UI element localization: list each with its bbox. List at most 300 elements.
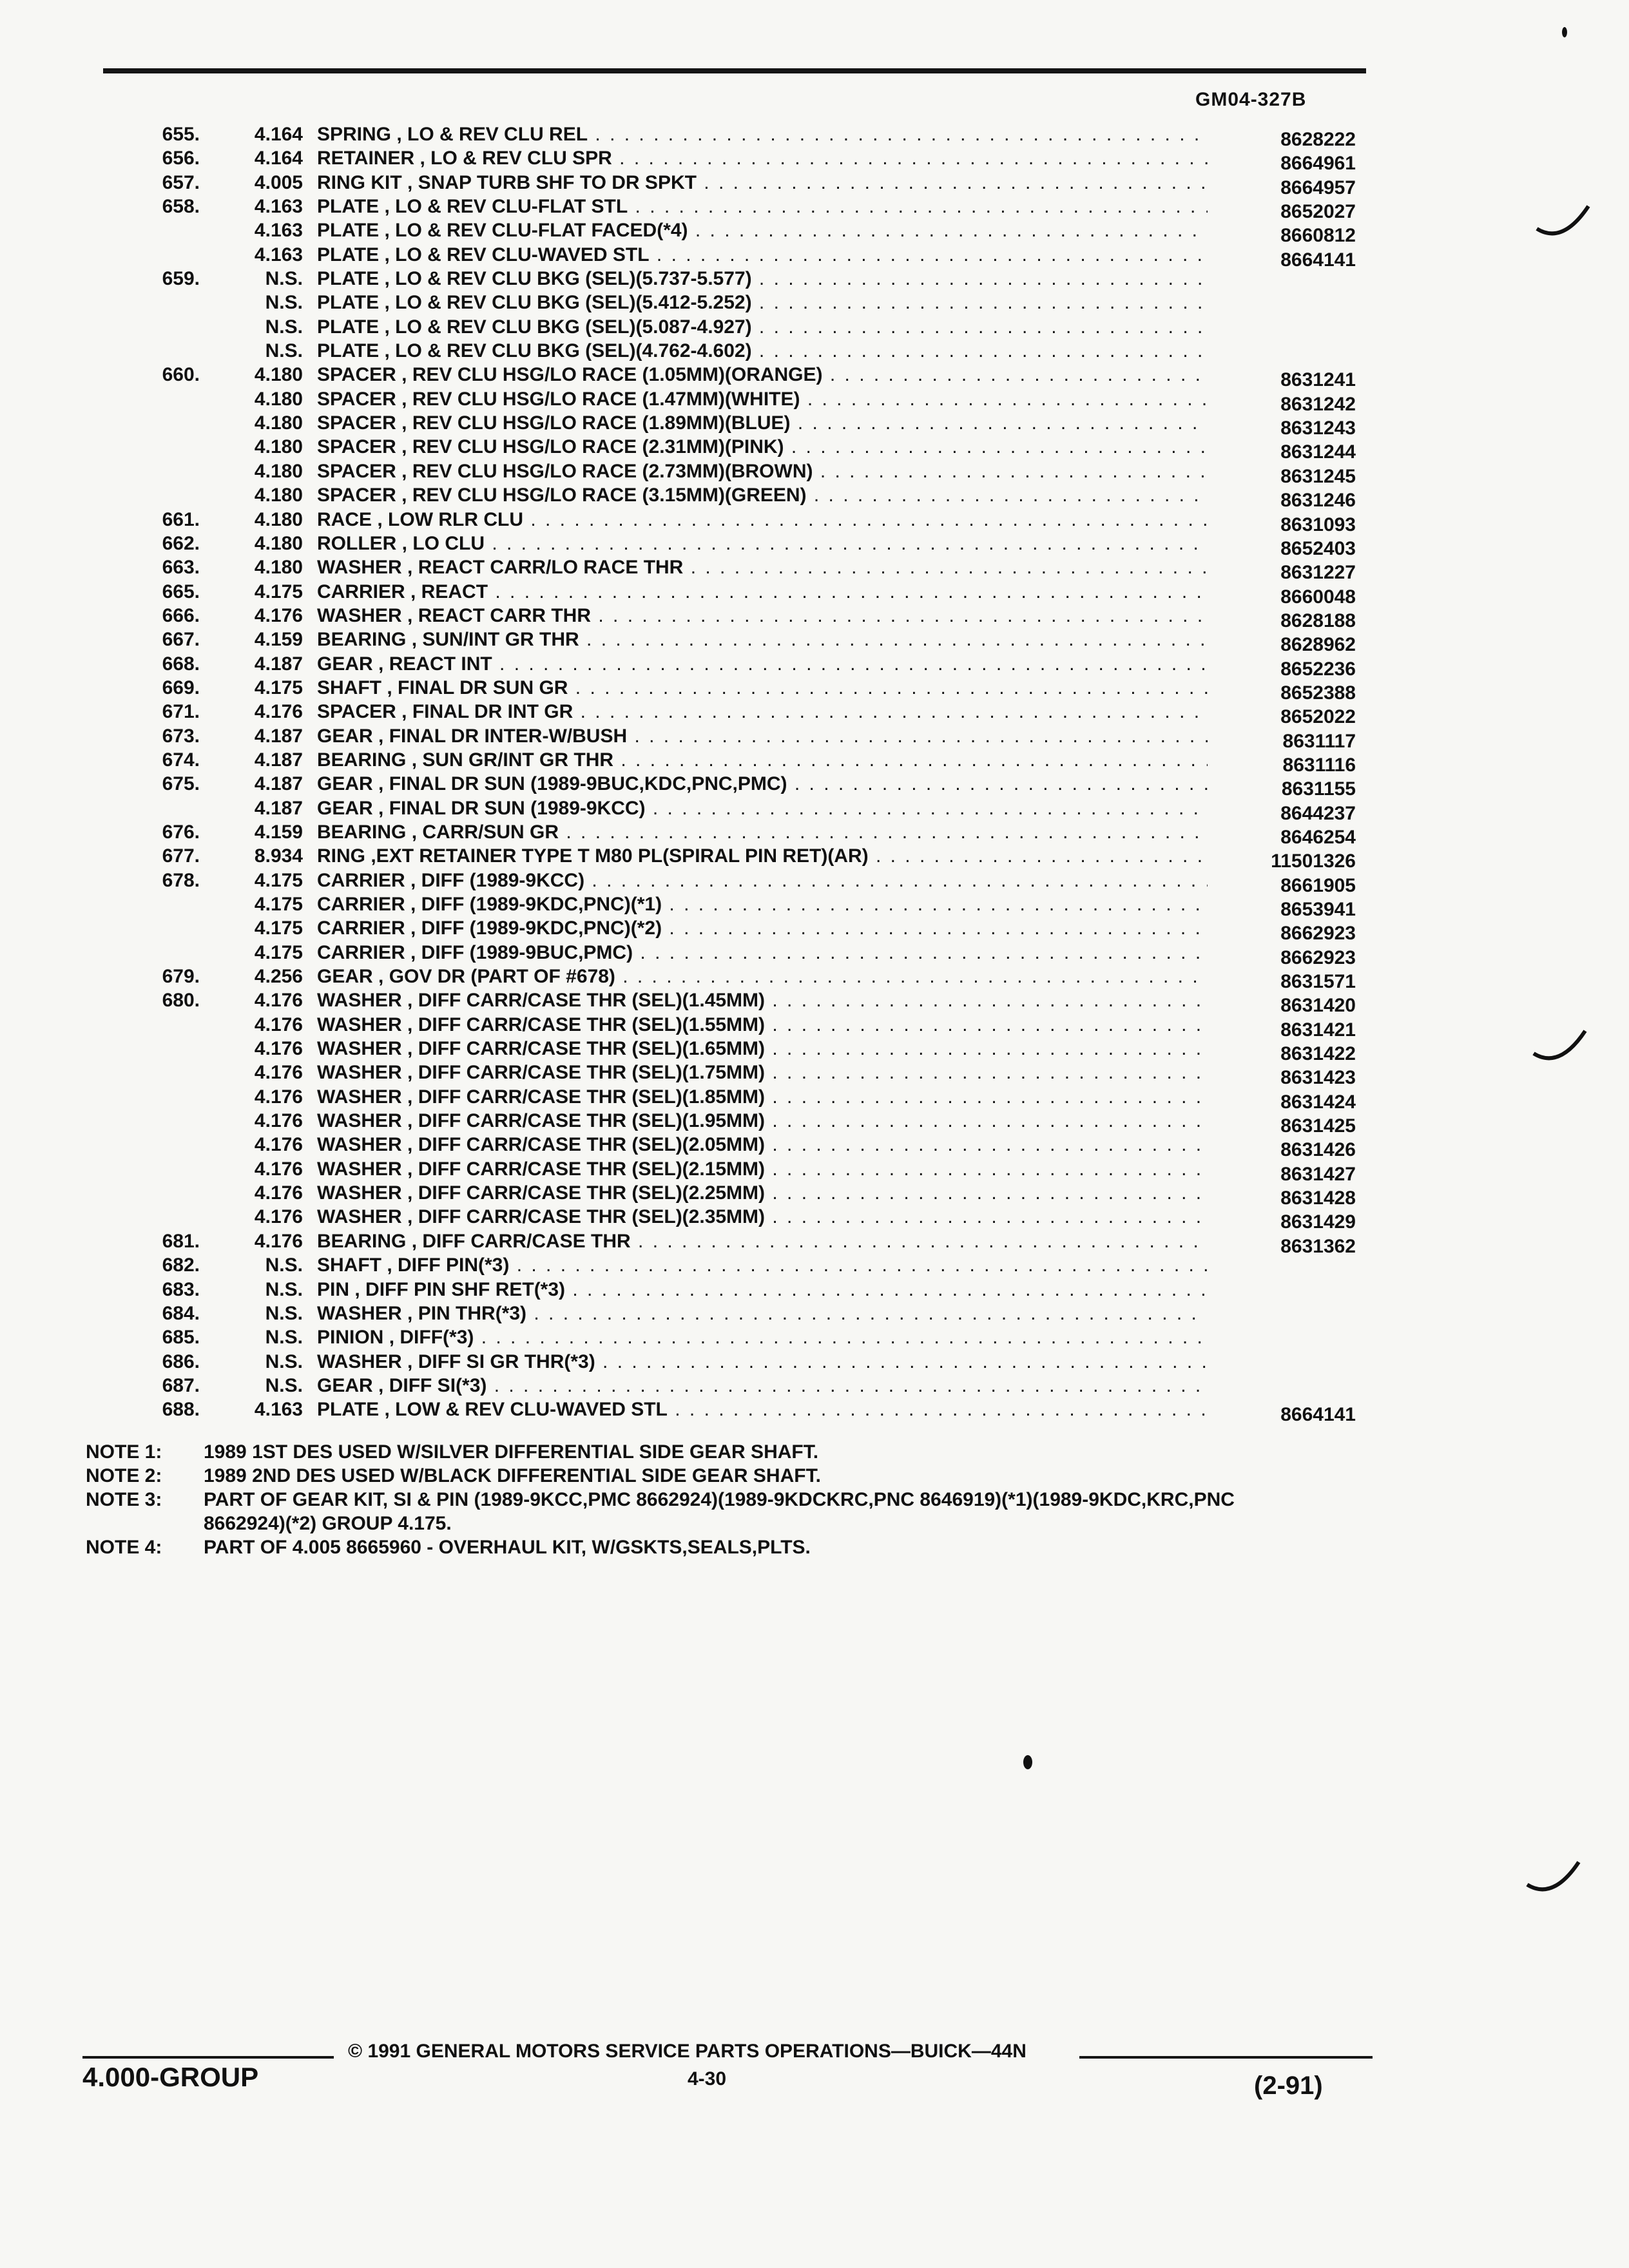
note (86, 1488, 1310, 1535)
part-number: 8631423 (1280, 1067, 1356, 1089)
part-detail: , DIFF (1989-9KCC) (410, 869, 585, 891)
parts-row (103, 724, 1366, 752)
ref-number: 673. (162, 725, 200, 747)
parts-row (103, 218, 1366, 247)
part-description (317, 218, 1208, 242)
part-description (317, 869, 1208, 892)
part-number: 8631425 (1280, 1115, 1356, 1137)
parts-row (103, 267, 1366, 291)
parts-row (103, 1325, 1366, 1349)
part-name: BEARING (317, 1230, 407, 1252)
group-number: N.S. (265, 1327, 303, 1349)
part-name: WASHER (317, 557, 402, 579)
part-description (317, 1350, 1208, 1374)
part-description (317, 267, 1208, 291)
part-number: 8628222 (1280, 129, 1356, 150)
part-detail: , SUN/INT GR THR (411, 629, 579, 651)
part-number: 8631426 (1280, 1139, 1356, 1161)
part-name: WASHER (317, 1302, 402, 1324)
part-number: 8660812 (1280, 225, 1356, 247)
part-number: 8631362 (1280, 1235, 1356, 1257)
note-text: PART OF 4.005 8665960 - OVERHAUL KIT, W/GSKTS,SEALS,PLTS. (204, 1537, 811, 1558)
part-name: WASHER (317, 1086, 402, 1108)
part-description (317, 291, 1208, 314)
part-detail: , REV CLU HSG/LO RACE (1.05MM)(ORANGE) (401, 364, 823, 386)
part-detail: , REACT (410, 581, 488, 602)
part-description (317, 1302, 1208, 1325)
parts-row (103, 1037, 1366, 1065)
ref-number: 684. (162, 1302, 200, 1324)
part-description (317, 1325, 1208, 1349)
group-number: 4.175 (254, 894, 303, 915)
group-number: 4.176 (254, 1062, 303, 1084)
part-detail: , LOW & REV CLU-WAVED STL (384, 1399, 668, 1421)
part-detail: , DIFF CARR/CASE THR (SEL)(1.55MM) (407, 1014, 766, 1035)
part-detail: , FINAL DR INT GR (401, 701, 574, 723)
parts-row (103, 435, 1366, 463)
footer-group: 4.000-GROUP (82, 2062, 259, 2092)
part-number: 8631155 (1281, 778, 1356, 800)
part-description (317, 555, 1208, 579)
part-name: PLATE (317, 196, 380, 218)
part-number: 8652403 (1280, 537, 1356, 559)
part-detail: , DIFF CARR/CASE THR (SEL)(1.65MM) (407, 1038, 766, 1060)
ref-number: 662. (162, 532, 200, 554)
part-detail: , DIFF CARR/CASE THR (411, 1230, 631, 1252)
part-number: 8652388 (1280, 682, 1356, 704)
parts-row (103, 291, 1366, 314)
group-number: 4.163 (254, 1399, 303, 1421)
part-detail: , DIFF PIN(*3) (387, 1254, 510, 1276)
part-description (317, 580, 1208, 604)
part-detail: , DIFF CARR/CASE THR (SEL)(1.95MM) (407, 1110, 766, 1132)
part-detail: , DIFF (1989-9KDC,PNC)(*1) (410, 894, 662, 915)
ref-number: 665. (162, 581, 200, 602)
ref-number: 685. (162, 1327, 200, 1349)
parts-row (103, 122, 1366, 150)
ref-number: 666. (162, 604, 200, 626)
group-number: N.S. (265, 268, 303, 290)
part-detail: , SUN GR/INT GR THR (411, 749, 614, 771)
parts-row (103, 772, 1366, 800)
part-name: WASHER (317, 1206, 402, 1228)
ref-number: 688. (162, 1399, 200, 1421)
group-number: 4.176 (254, 1014, 303, 1035)
ref-number: 682. (162, 1254, 200, 1276)
group-number: 4.187 (254, 653, 303, 675)
part-detail: , DIFF PIN SHF RET(*3) (354, 1278, 566, 1300)
part-description (317, 676, 1208, 700)
part-detail: , LO & REV CLU REL (396, 124, 588, 145)
part-description (317, 748, 1208, 772)
part-number: 8631571 (1280, 971, 1356, 993)
group-number: 4.180 (254, 557, 303, 579)
part-description (317, 941, 1208, 965)
group-number: N.S. (265, 1278, 303, 1300)
part-description (317, 387, 1208, 411)
part-description (317, 1037, 1208, 1061)
group-number: 4.176 (254, 1110, 303, 1132)
part-name: PINION (317, 1327, 384, 1349)
part-description (317, 844, 1208, 868)
group-number: 4.176 (254, 1230, 303, 1252)
part-name: GEAR (317, 1374, 373, 1396)
parts-row (103, 580, 1366, 608)
group-number: N.S. (265, 1302, 303, 1324)
ref-number: 677. (162, 845, 200, 867)
group-number: 4.175 (254, 581, 303, 602)
group-number: N.S. (265, 292, 303, 314)
ref-number: 659. (162, 268, 200, 290)
part-name: WASHER (317, 1062, 402, 1084)
part-description (317, 916, 1208, 940)
part-detail: , LO & REV CLU SPR (419, 148, 612, 169)
parts-row (103, 555, 1366, 584)
part-detail: , GOV DR (PART OF #678) (378, 966, 615, 988)
part-name: WASHER (317, 1158, 402, 1180)
part-detail: , DIFF CARR/CASE THR (SEL)(2.35MM) (407, 1206, 766, 1228)
binder-mark (1534, 200, 1592, 245)
part-detail: , DIFF CARR/CASE THR (SEL)(2.15MM) (407, 1158, 766, 1180)
note-text: PART OF GEAR KIT, SI & PIN (1989-9KCC,PMC 8662924)(1989-9KDCKRC,PNC 8646919)(*1)(1989-9KDC,KRC,PNC 8662924)(*2) GROUP 4.175. (204, 1489, 1235, 1534)
parts-row (103, 1181, 1366, 1209)
ref-number: 660. (162, 364, 200, 386)
part-description (317, 122, 1208, 146)
part-description (317, 772, 1208, 796)
part-detail: , DIFF SI GR THR(*3) (407, 1350, 595, 1372)
group-number: N.S. (265, 316, 303, 338)
parts-row (103, 387, 1366, 415)
parts-row (103, 1205, 1366, 1233)
part-detail: , PIN THR(*3) (407, 1302, 527, 1324)
group-number: 4.180 (254, 508, 303, 530)
part-detail: , DIFF (1989-9BUC,PMC) (410, 941, 633, 963)
part-detail: , FINAL DR SUN (1989-9BUC,KDC,PNC,PMC) (378, 773, 787, 795)
part-number: 8652027 (1280, 201, 1356, 223)
parts-row (103, 532, 1366, 559)
part-description (317, 1181, 1208, 1205)
note (86, 1464, 1310, 1488)
part-name: RING (317, 845, 365, 867)
part-description (317, 724, 1208, 748)
part-number: 11501326 (1271, 850, 1356, 872)
part-name: WASHER (317, 990, 402, 1012)
part-detail: , REACT CARR/LO RACE THR (407, 557, 684, 579)
part-description (317, 820, 1208, 844)
part-number: 8664957 (1280, 177, 1356, 198)
parts-row (103, 965, 1366, 993)
part-number: 8664961 (1280, 153, 1356, 175)
group-number: 4.159 (254, 821, 303, 843)
part-number: 8631424 (1280, 1091, 1356, 1113)
part-number: 8664141 (1280, 249, 1356, 271)
part-detail: , LOW RLR CLU (377, 508, 523, 530)
part-name: WASHER (317, 1038, 402, 1060)
part-name: SHAFT (317, 1254, 381, 1276)
parts-row (103, 1302, 1366, 1325)
part-number: 8628962 (1280, 634, 1356, 656)
parts-row (103, 1229, 1366, 1257)
group-number: N.S. (265, 340, 303, 362)
ref-number: 687. (162, 1374, 200, 1396)
note-label: NOTE 2: (86, 1465, 162, 1486)
part-description (317, 171, 1208, 195)
parts-row (103, 243, 1366, 271)
part-description (317, 796, 1208, 820)
group-number: 4.176 (254, 1206, 303, 1228)
part-name: PLATE (317, 244, 380, 265)
parts-row (103, 1398, 1366, 1426)
part-name: GEAR (317, 725, 373, 747)
parts-row (103, 363, 1366, 391)
part-description (317, 483, 1208, 507)
part-detail: , FINAL DR SUN (1989-9KCC) (378, 797, 646, 819)
parts-row (103, 628, 1366, 656)
parts-row (103, 1109, 1366, 1137)
parts-row (103, 1374, 1366, 1398)
group-number: 4.005 (254, 171, 303, 193)
part-name: WASHER (317, 1182, 402, 1204)
note-label: NOTE 4: (86, 1537, 162, 1558)
part-detail: ,EXT RETAINER TYPE T M80 PL(SPIRAL PIN RET)(AR) (371, 845, 869, 867)
part-name: WASHER (317, 1110, 402, 1132)
part-number: 8631246 (1280, 490, 1356, 512)
part-description (317, 146, 1208, 170)
group-number: 4.187 (254, 725, 303, 747)
part-detail: , DIFF CARR/CASE THR (SEL)(2.05MM) (407, 1134, 766, 1156)
ref-number: 661. (162, 508, 200, 530)
part-description (317, 965, 1208, 988)
part-detail: , DIFF SI(*3) (378, 1374, 487, 1396)
binder-mark (1524, 1856, 1582, 1901)
part-description (317, 363, 1208, 387)
part-name: CARRIER (317, 894, 405, 915)
note-text: 1989 1ST DES USED W/SILVER DIFFERENTIAL SIDE GEAR SHAFT. (204, 1441, 819, 1463)
parts-row (103, 171, 1366, 198)
parts-row (103, 339, 1366, 363)
group-number: 4.176 (254, 1038, 303, 1060)
group-number: 4.180 (254, 485, 303, 506)
ref-number: 668. (162, 653, 200, 675)
ref-number: 667. (162, 629, 200, 651)
part-number: 8631420 (1280, 995, 1356, 1017)
part-name: GEAR (317, 966, 373, 988)
part-name: CARRIER (317, 581, 405, 602)
part-name: SHAFT (317, 677, 381, 698)
part-description (317, 1253, 1208, 1277)
notes-section (86, 1440, 1310, 1559)
part-name: SPACER (317, 388, 396, 410)
part-description (317, 1229, 1208, 1253)
ref-number: 663. (162, 557, 200, 579)
group-number: 4.187 (254, 749, 303, 771)
footer-copyright: © 1991 GENERAL MOTORS SERVICE PARTS OPERATIONS—BUICK—44N (348, 2041, 1027, 2062)
part-number: 8631117 (1282, 730, 1356, 752)
ref-number: 686. (162, 1350, 200, 1372)
part-description (317, 411, 1208, 435)
part-description (317, 700, 1208, 724)
group-number: 4.175 (254, 869, 303, 891)
ref-number: 679. (162, 966, 200, 988)
part-number: 8631428 (1280, 1187, 1356, 1209)
parts-row (103, 1157, 1366, 1185)
top-rule (103, 68, 1366, 73)
doc-code: GM04-327B (1195, 89, 1307, 110)
part-description (317, 1398, 1208, 1421)
part-name: PLATE (317, 268, 380, 290)
group-number: 4.180 (254, 460, 303, 482)
part-number: 8646254 (1280, 826, 1356, 848)
group-number: 4.159 (254, 629, 303, 651)
part-detail: , DIFF CARR/CASE THR (SEL)(2.25MM) (407, 1182, 766, 1204)
parts-row (103, 748, 1366, 776)
parts-row (103, 941, 1366, 968)
part-number: 8662923 (1280, 923, 1356, 945)
part-name: PLATE (317, 292, 380, 314)
part-description (317, 892, 1208, 916)
group-number: N.S. (265, 1350, 303, 1372)
parts-row (103, 508, 1366, 535)
part-name: SPACER (317, 485, 396, 506)
ref-number: 678. (162, 869, 200, 891)
parts-row (103, 411, 1366, 439)
group-number: 4.176 (254, 990, 303, 1012)
part-description (317, 459, 1208, 483)
parts-row (103, 700, 1366, 728)
part-description (317, 604, 1208, 628)
part-description (317, 1205, 1208, 1229)
part-name: GEAR (317, 773, 373, 795)
group-number: 4.175 (254, 677, 303, 698)
note (86, 1440, 1310, 1464)
part-name: PLATE (317, 316, 380, 338)
note (86, 1535, 1310, 1559)
group-number: 4.164 (254, 148, 303, 169)
part-name: BEARING (317, 629, 407, 651)
part-detail: , LO CLU (401, 532, 485, 554)
ref-number: 669. (162, 677, 200, 698)
part-detail: , REV CLU HSG/LO RACE (2.31MM)(PINK) (401, 436, 784, 458)
part-detail: , LO & REV CLU BKG (SEL)(5.087-4.927) (384, 316, 752, 338)
part-name: SPACER (317, 701, 396, 723)
part-detail: , DIFF(*3) (389, 1327, 474, 1349)
group-number: 4.180 (254, 388, 303, 410)
ref-number: 657. (162, 171, 200, 193)
part-detail: , LO & REV CLU-FLAT FACED(*4) (384, 220, 688, 242)
part-name: SPACER (317, 412, 396, 434)
part-name: WASHER (317, 604, 402, 626)
part-number: 8661905 (1280, 874, 1356, 896)
part-number: 8631227 (1280, 562, 1356, 584)
part-number: 8631429 (1280, 1211, 1356, 1233)
part-number: 8631427 (1280, 1163, 1356, 1185)
part-detail: , DIFF CARR/CASE THR (SEL)(1.85MM) (407, 1086, 766, 1108)
ref-number: 680. (162, 990, 200, 1012)
part-name: CARRIER (317, 941, 405, 963)
parts-row (103, 1061, 1366, 1089)
part-number: 8631244 (1280, 441, 1356, 463)
part-number: 8631116 (1282, 754, 1356, 776)
group-number: 4.176 (254, 1134, 303, 1156)
parts-row (103, 796, 1366, 824)
group-number: 4.176 (254, 604, 303, 626)
part-name: RING KIT (317, 171, 402, 193)
part-description (317, 195, 1208, 218)
part-number: 8644237 (1280, 802, 1356, 824)
note-text: 1989 2ND DES USED W/BLACK DIFFERENTIAL SIDE GEAR SHAFT. (204, 1465, 821, 1486)
part-number: 8631243 (1280, 418, 1356, 439)
part-name: GEAR (317, 797, 373, 819)
part-name: BEARING (317, 821, 407, 843)
parts-row (103, 1278, 1366, 1302)
parts-row (103, 1350, 1366, 1374)
parts-row (103, 820, 1366, 848)
group-number: 4.176 (254, 1182, 303, 1204)
part-number: 8664141 (1280, 1404, 1356, 1426)
part-description (317, 652, 1208, 676)
part-detail: , REACT INT (378, 653, 492, 675)
parts-row (103, 604, 1366, 631)
group-number: 8.934 (254, 845, 303, 867)
part-name: SPACER (317, 436, 396, 458)
parts-row (103, 195, 1366, 223)
part-name: SPACER (317, 460, 396, 482)
part-description (317, 1061, 1208, 1084)
parts-row (103, 459, 1366, 487)
ref-number: 683. (162, 1278, 200, 1300)
part-name: WASHER (317, 1350, 402, 1372)
parts-row (103, 1253, 1366, 1277)
ref-number: 671. (162, 701, 200, 723)
part-number: 8631245 (1280, 465, 1356, 487)
part-number: 8660048 (1280, 586, 1356, 608)
group-number: 4.175 (254, 918, 303, 939)
parts-row (103, 146, 1366, 175)
part-description (317, 1133, 1208, 1157)
group-number: N.S. (265, 1374, 303, 1396)
part-name: RACE (317, 508, 372, 530)
ref-number: 681. (162, 1230, 200, 1252)
parts-row (103, 844, 1366, 872)
ink-speck (1558, 23, 1571, 42)
part-name: PIN (317, 1278, 350, 1300)
group-number: 4.176 (254, 701, 303, 723)
group-number: 4.175 (254, 941, 303, 963)
parts-row (103, 652, 1366, 680)
footer-rule-left (82, 2056, 334, 2059)
part-description (317, 628, 1208, 651)
group-number: 4.163 (254, 244, 303, 265)
part-name: GEAR (317, 653, 373, 675)
part-description (317, 1085, 1208, 1109)
parts-row (103, 483, 1366, 512)
part-name: CARRIER (317, 918, 405, 939)
part-name: WASHER (317, 1134, 402, 1156)
note-label: NOTE 3: (86, 1489, 162, 1510)
part-detail: , LO & REV CLU BKG (SEL)(4.762-4.602) (384, 340, 752, 362)
part-name: PLATE (317, 220, 380, 242)
parts-row (103, 1085, 1366, 1113)
part-description (317, 1157, 1208, 1181)
part-detail: , SNAP TURB SHF TO DR SPKT (407, 171, 697, 193)
part-name: PLATE (317, 340, 380, 362)
parts-row (103, 676, 1366, 704)
group-number: 4.163 (254, 220, 303, 242)
part-detail: , FINAL DR INTER-W/BUSH (378, 725, 628, 747)
revision-date: (2-91) (1254, 2071, 1323, 2100)
part-description (317, 1278, 1208, 1302)
binder-mark (1530, 1024, 1588, 1070)
